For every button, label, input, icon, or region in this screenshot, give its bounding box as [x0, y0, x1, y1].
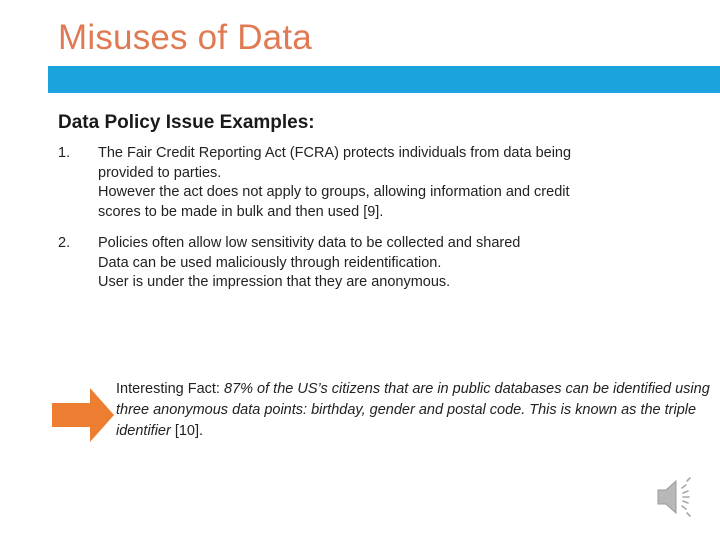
item-line: User is under the impression that they are anonymous.	[98, 274, 451, 290]
item-line: provided to parties.	[98, 164, 222, 181]
item-line: Data can be used maliciously through reidentification.	[98, 254, 442, 271]
list-item	[58, 144, 678, 222]
item-text	[98, 234, 520, 293]
item-line: Policies often allow low sensitivity data to be collected and shared	[98, 235, 521, 251]
issue-list	[58, 144, 678, 293]
slide-title: Misuses of Data	[58, 18, 312, 57]
item-text	[98, 144, 571, 222]
list-item	[58, 234, 678, 293]
title-accent-bar	[48, 66, 720, 93]
section-heading: Data Policy Issue Examples:	[58, 112, 315, 133]
item-line: The Fair Credit Reporting Act (FCRA) protects individuals from data being	[98, 145, 572, 161]
fact-label: Interesting Fact:	[116, 381, 224, 397]
interesting-fact	[116, 379, 711, 442]
right-arrow-icon	[52, 388, 114, 442]
fact-citation: [10].	[170, 423, 204, 439]
item-number: 1.	[58, 145, 71, 161]
fact-body: 87% of the US’s citizens that are in public databases can be identified using three anonymous data points: birthday, gender and postal code. This is known as the triple identifier	[116, 381, 710, 439]
item-line: However the act does not apply to groups, allowing information and credit	[98, 184, 570, 200]
item-line: scores to be made in bulk and then used [9].	[98, 203, 384, 220]
speaker-icon[interactable]	[652, 472, 702, 522]
item-number: 2.	[58, 235, 71, 251]
